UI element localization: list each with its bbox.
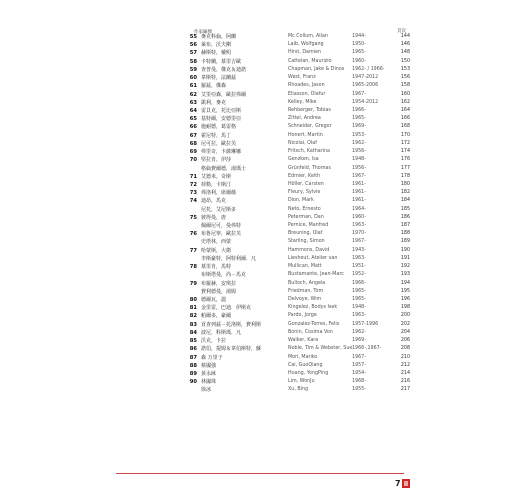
- page-reference: 156: [400, 75, 410, 81]
- artist-name-chinese: 黃永砯: [201, 370, 217, 377]
- artist-name-chinese: 弗里奇，卡薩琳娜: [201, 149, 242, 156]
- artist-name-chinese: 沃克，卡拉: [201, 338, 227, 345]
- page-reference: 192: [400, 264, 410, 270]
- artist-name-chinese: 彼得曼，唐: [201, 214, 227, 221]
- artist-name-english: Laib, Wolfgang: [288, 42, 324, 48]
- artist-name-chinese: 貢查列茲－托洛斯，費利斯: [201, 321, 262, 328]
- page-reference: 200: [400, 313, 410, 319]
- artist-years: 1956-: [352, 149, 366, 155]
- artist-name-english: Kelley, Mike: [288, 99, 317, 105]
- artist-name-chinese: 查普曼，傑克＆迪諾: [201, 66, 247, 73]
- artist-years: 1962-: [352, 329, 366, 335]
- index-row: [182, 49, 410, 57]
- artist-name-chinese: 慕里肯，馬特: [201, 264, 232, 271]
- artist-name-english: Rhoades, Jason: [288, 83, 325, 89]
- artist-name-english: Honert, Martin: [288, 132, 323, 138]
- artist-number: 58: [189, 58, 197, 65]
- page-reference: 208: [400, 346, 410, 352]
- page-reference: 185: [400, 206, 410, 212]
- index-row: [182, 386, 410, 394]
- artist-name-english: Lim, WonJu: [288, 379, 315, 385]
- page-reference: 194: [400, 280, 410, 286]
- page-reference: 217: [400, 387, 410, 393]
- index-row: [182, 263, 410, 271]
- artist-name-english: Walker, Kara: [288, 338, 319, 344]
- index-row: [182, 123, 410, 131]
- page-reference: 193: [400, 272, 410, 278]
- artist-number: 70: [189, 157, 197, 164]
- page-number: 7: [395, 479, 401, 488]
- page-reference: 186: [400, 214, 410, 220]
- artist-number: 75: [189, 214, 197, 221]
- artist-name-chinese: 布斯塔曼，尚－馬克: [201, 272, 247, 279]
- page-reference: 160: [400, 91, 410, 97]
- artist-name-chinese: 艾德米，奇斯: [201, 173, 232, 180]
- index-row: [182, 378, 410, 386]
- page-reference: 189: [400, 239, 410, 245]
- index-row: [182, 115, 410, 123]
- page-reference: 166: [400, 116, 410, 122]
- artist-name-chinese: 弗洛利，席爾薇: [201, 190, 237, 197]
- page-reference: 162: [400, 99, 410, 105]
- artist-number: 62: [189, 91, 197, 98]
- page-reference: 172: [400, 140, 410, 146]
- footer-divider: [116, 473, 404, 474]
- artist-years: 1943-: [352, 247, 366, 253]
- artist-years: 1961-: [352, 190, 366, 196]
- index-row: [182, 230, 410, 238]
- artist-name-english: Hirst, Damien: [288, 50, 321, 56]
- artist-name-chinese: 尼可拉，歐拉芙: [201, 140, 237, 147]
- artist-number: 63: [189, 99, 197, 106]
- page-reference: 168: [400, 124, 410, 130]
- artist-name-english: Fritsch, Katharina: [288, 149, 330, 155]
- index-row: [182, 312, 410, 320]
- artist-name-english: Starling, Simon: [288, 239, 325, 245]
- page-reference: 187: [400, 223, 410, 229]
- page-reference: 195: [400, 288, 410, 294]
- artist-name-chinese: 基特爾，安德里亞: [201, 116, 242, 123]
- artist-name-chinese: 凱利，麥克: [201, 99, 227, 106]
- index-row: [182, 181, 410, 189]
- page-reference: 164: [400, 107, 410, 113]
- artist-name-english: Grünfeld, Thomas: [288, 165, 331, 171]
- artist-name-chinese: 帕爾多，豪爾: [201, 313, 232, 320]
- artist-years: 1965-: [352, 297, 366, 302]
- artist-name-chinese: 森 万里子: [201, 354, 223, 361]
- artist-name-english: Dion, Mark: [288, 198, 314, 204]
- artist-name-chinese: 萊布，沃夫剛: [201, 42, 232, 49]
- index-row: [182, 206, 410, 214]
- artist-name-chinese: 迪昂，馬克: [201, 198, 227, 205]
- artist-years: 1967-: [352, 173, 366, 179]
- index-row: [182, 33, 410, 41]
- artist-number: 60: [189, 75, 197, 82]
- artist-name-english: Rehberger, Tobias: [288, 107, 331, 113]
- page-reference: 146: [400, 42, 410, 48]
- artist-years: 1961-: [352, 181, 366, 187]
- artist-name-english: Zittel, Andrea: [288, 116, 321, 122]
- artist-name-english: Lieshout, Atelier van: [288, 255, 338, 261]
- artist-years: 1965-2006: [352, 83, 379, 89]
- artist-years: 1969-: [352, 124, 366, 130]
- index-row: [182, 288, 410, 296]
- artist-number: 81: [189, 305, 197, 312]
- page-reference: 153: [400, 66, 410, 72]
- artist-name-english: Höller, Carsten: [288, 181, 324, 187]
- artist-years: 1948-: [352, 305, 366, 311]
- page-reference: 180: [400, 181, 410, 187]
- artist-name-english: Nicolai, Olaf: [288, 140, 317, 146]
- artist-number: 87: [189, 354, 197, 361]
- artist-years: 1962- / 1966-: [352, 66, 385, 72]
- artist-years: 1957-1996: [352, 321, 379, 327]
- artist-name-chinese: 德爾瓦，溫: [201, 297, 227, 303]
- artist-years: 1966-: [352, 107, 366, 113]
- artist-name-english: Mullican, Matt: [288, 264, 322, 270]
- artist-years: 1954-2012: [352, 99, 379, 105]
- artist-name-english: Hammons, David: [288, 247, 330, 253]
- artist-number: 77: [189, 247, 197, 254]
- artist-name-english: Pardo, Jorge: [288, 313, 317, 319]
- artist-number: 69: [189, 149, 197, 156]
- artist-name-chinese: 荷勒，卡斯汀: [201, 181, 232, 188]
- artist-number: 85: [189, 338, 197, 345]
- index-row: [182, 271, 410, 279]
- artist-name-chinese: 雷貝克，托比亞斯: [201, 107, 242, 114]
- artist-name-english: West, Franz: [288, 75, 316, 81]
- artist-number: 90: [189, 379, 197, 386]
- artist-years: 1965-: [352, 50, 366, 56]
- artist-name-english: Pernice, Manfred: [288, 223, 329, 229]
- artist-years: 1950-: [352, 42, 366, 48]
- artist-name-chinese: 赫斯特，戴明: [201, 50, 232, 57]
- page-reference: 178: [400, 173, 410, 179]
- index-row: [182, 156, 410, 164]
- artist-name-english: Bustamante, Jean-Marc: [288, 272, 344, 278]
- artist-name-english: Breuning, Olaf: [288, 231, 323, 237]
- artist-years: 1966-,1967-: [352, 346, 382, 352]
- artist-number: 76: [189, 231, 197, 238]
- page-reference: 202: [400, 321, 410, 327]
- artist-years: 1961-: [352, 198, 366, 204]
- artist-name-chinese: 尼托，艾尼斯多: [201, 206, 237, 213]
- artist-name-english: Gonzalez-Torres, Felix: [288, 321, 340, 327]
- artist-years: 1965-: [352, 116, 366, 122]
- page-reference: 150: [400, 58, 410, 64]
- artist-name-chinese: 蔡國強: [201, 362, 217, 369]
- page-reference: 191: [400, 255, 410, 261]
- index-row: [182, 337, 410, 345]
- index-row: [182, 304, 410, 312]
- page-reference: 184: [400, 198, 410, 204]
- artist-years: 1956-: [352, 165, 366, 171]
- column-header-page: 頁次: [397, 29, 406, 34]
- index-row: [182, 173, 410, 181]
- artist-name-english: Cattelan, Maurizio: [288, 58, 332, 64]
- page-reference: 148: [400, 50, 410, 56]
- page-corner-tab-icon: [402, 479, 410, 488]
- artist-number: 59: [189, 66, 197, 73]
- page-reference: 206: [400, 338, 410, 344]
- index-row: [182, 74, 410, 82]
- artist-name-chinese: 堅拉肯，伊莎: [201, 157, 232, 164]
- artist-name-english: Friedman, Tom: [288, 288, 324, 294]
- page-reference: 144: [400, 34, 410, 39]
- artist-number: 86: [189, 346, 197, 353]
- artist-years: 1952-: [352, 272, 366, 278]
- artist-years: 1957-: [352, 362, 366, 368]
- index-row: [182, 214, 410, 222]
- artist-name-english: Noble, Tim & Webster, Sue: [288, 346, 353, 352]
- artist-number: 71: [189, 173, 197, 180]
- artist-number: 78: [189, 264, 197, 271]
- artist-years: 1963-: [352, 255, 366, 261]
- artist-name-chinese: 羅茲，傑森: [201, 83, 227, 90]
- index-row: [182, 354, 410, 362]
- artist-years: 1966-: [352, 280, 366, 286]
- artist-name-chinese: 徐冰: [201, 387, 212, 394]
- artist-name-chinese: 史塔林，西蒙: [201, 239, 232, 246]
- index-row: [182, 148, 410, 156]
- page-reference: 196: [400, 297, 410, 302]
- index-row: [182, 82, 410, 90]
- artist-name-chinese: 李斯豪特，阿特利爾．凡: [201, 255, 257, 262]
- artist-name-chinese: 韋斯特，法蘭茲: [201, 75, 237, 82]
- artist-name-english: Genzken, Isa: [288, 157, 319, 163]
- artist-name-chinese: 哈蒙斯，大衛: [201, 247, 232, 254]
- index-row: [182, 255, 410, 263]
- artist-name-chinese: 麥克科倫，阿蘭: [201, 34, 237, 40]
- artist-number: 55: [189, 34, 197, 40]
- artist-years: 1947-2012: [352, 75, 379, 81]
- page-reference: 174: [400, 149, 410, 155]
- artist-number: 57: [189, 50, 197, 57]
- index-row: [182, 370, 410, 378]
- page-reference: 176: [400, 157, 410, 163]
- artist-name-chinese: 佩爾尼可，曼弗特: [201, 223, 242, 230]
- artist-name-english: Edmier, Keith: [288, 173, 321, 179]
- index-row: [182, 132, 410, 140]
- artist-name-chinese: 林國珠: [201, 379, 217, 386]
- page-reference: 188: [400, 231, 410, 237]
- page-reference: 216: [400, 379, 410, 385]
- artist-name-chinese: 艾里亞森，歐拉弗爾: [201, 91, 247, 98]
- artist-years: 1969-: [352, 338, 366, 344]
- page-reference: 204: [400, 329, 410, 335]
- index-row: [182, 329, 410, 337]
- page-reference: 190: [400, 247, 410, 253]
- artist-number: 73: [189, 190, 197, 197]
- artist-years: 1964-: [352, 206, 366, 212]
- page-reference: 212: [400, 362, 410, 368]
- artist-name-english: Bulloch, Angela: [288, 280, 326, 286]
- artist-number: 67: [189, 132, 197, 139]
- artist-name-english: Mc Collum, Allan: [288, 34, 328, 39]
- artist-name-english: Xu, Bing: [288, 387, 309, 393]
- index-row: [182, 99, 410, 107]
- artist-years: 1965-: [352, 288, 366, 294]
- artist-number: 72: [189, 181, 197, 188]
- artist-years: 1953-: [352, 132, 366, 138]
- artist-years: 1951-: [352, 264, 366, 270]
- artist-name-chinese: 施耐德，葛雷格: [201, 124, 237, 131]
- artist-name-chinese: 布羅赫，安琪拉: [201, 280, 237, 287]
- artist-years: 1960-: [352, 214, 366, 220]
- column-header-artist-number: 作家編號: [194, 30, 212, 35]
- artist-name-chinese: 波尼，科斯瑪．凡: [201, 329, 242, 336]
- artist-number: 56: [189, 42, 197, 49]
- artist-name-english: Peterman, Dan: [288, 214, 324, 220]
- page-reference: 210: [400, 354, 410, 360]
- index-row: [182, 107, 410, 115]
- artist-years: 1944-: [352, 34, 366, 39]
- artist-name-chinese: 諾伯，提姆＆韋伯斯特，蘇: [201, 346, 262, 353]
- index-row: [182, 140, 410, 148]
- artist-index-list: [182, 33, 410, 395]
- index-row: [182, 247, 410, 255]
- artist-years: 1963-: [352, 223, 366, 229]
- artist-years: 1948-: [352, 157, 366, 163]
- index-row: [182, 362, 410, 370]
- artist-years: 1954-: [352, 370, 366, 376]
- artist-name-english: Eliasson, Olafur: [288, 91, 326, 97]
- artist-years: 1967-: [352, 91, 366, 97]
- artist-number: 66: [189, 124, 197, 131]
- artist-name-chinese: 金里雷，巴迪．伊斯克: [201, 305, 252, 312]
- artist-name-english: Huang, YongPing: [288, 370, 329, 376]
- index-row: [182, 41, 410, 49]
- index-row: [182, 66, 410, 74]
- artist-name-english: Chapman, Jake & Dinos: [288, 66, 345, 72]
- artist-name-english: Delvoye, Wim: [288, 297, 322, 302]
- index-row: [182, 58, 410, 66]
- artist-years: 1968-: [352, 379, 366, 385]
- artist-number: 74: [189, 198, 197, 205]
- artist-number: 88: [189, 362, 197, 369]
- page-reference: 214: [400, 370, 410, 376]
- index-row: [182, 296, 410, 304]
- artist-years: 1955-: [352, 387, 366, 393]
- artist-name-chinese: 卡特蘭，慕里吉歐: [201, 58, 242, 65]
- artist-name-chinese: 費利德曼，湯姆: [201, 288, 237, 295]
- index-row: [182, 345, 410, 353]
- artist-number: 68: [189, 140, 197, 147]
- artist-name-english: Schneider, Gregor: [288, 124, 332, 130]
- artist-number: 80: [189, 297, 197, 303]
- page-reference: 182: [400, 190, 410, 196]
- artist-name-english: Cai, GuoQiang: [288, 362, 323, 368]
- artist-name-english: Neto, Ernesto: [288, 206, 321, 212]
- artist-number: 82: [189, 313, 197, 320]
- index-row: [182, 189, 410, 197]
- artist-years: 1967-: [352, 354, 366, 360]
- artist-number: 79: [189, 280, 197, 287]
- index-row: [182, 238, 410, 246]
- artist-years: 1960-: [352, 58, 366, 64]
- artist-number: 64: [189, 107, 197, 114]
- index-row: [182, 91, 410, 99]
- index-row: [182, 222, 410, 230]
- artist-number: 89: [189, 370, 197, 377]
- artist-years: 1967-: [352, 239, 366, 245]
- artist-name-chinese: 布魯尼寧，歐拉芙: [201, 231, 242, 238]
- artist-years: 1970-: [352, 231, 366, 237]
- index-row: [182, 165, 410, 173]
- artist-name-english: Mori, Mariko: [288, 354, 318, 360]
- artist-number: 65: [189, 116, 197, 123]
- artist-years: 1963-: [352, 313, 366, 319]
- artist-name-english: Fleury, Sylvie: [288, 190, 321, 196]
- page-reference: 198: [400, 305, 410, 311]
- page-reference: 158: [400, 83, 410, 89]
- artist-number: 84: [189, 329, 197, 336]
- artist-name-chinese: 霍尼特，馬丁: [201, 132, 232, 139]
- artist-name-english: Kingelez, Bodys Isek: [288, 305, 338, 311]
- artist-number: 61: [189, 83, 197, 90]
- page-reference: 170: [400, 132, 410, 138]
- index-row: [182, 280, 410, 288]
- artist-name-english: Bonin, Cosima Von: [288, 329, 333, 335]
- index-row: [182, 321, 410, 329]
- artist-name-chinese: 格倫費爾德，湯瑪士: [201, 165, 247, 172]
- page-reference: 177: [400, 165, 410, 171]
- artist-number: 83: [189, 321, 197, 328]
- artist-years: 1962-: [352, 140, 366, 146]
- index-row: [182, 197, 410, 205]
